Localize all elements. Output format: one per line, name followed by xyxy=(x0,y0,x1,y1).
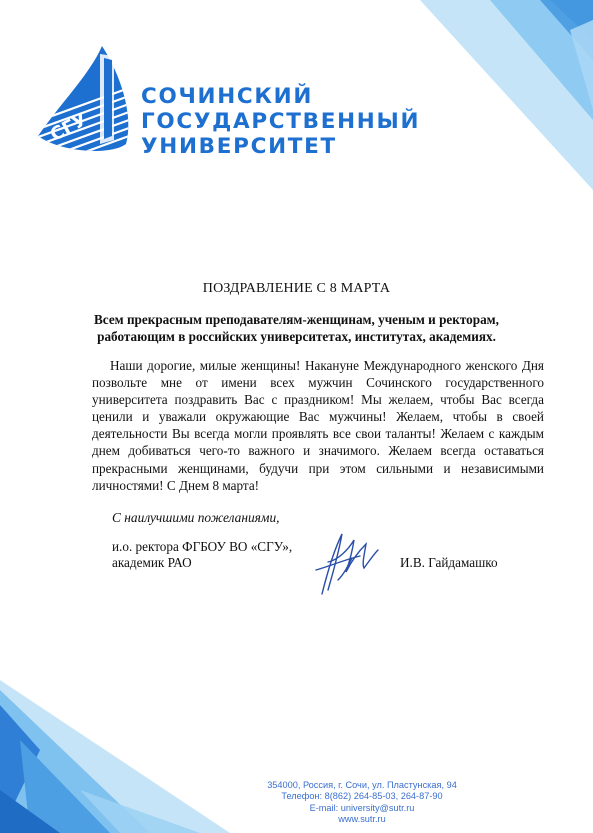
signer-name: И.В. Гайдамашко xyxy=(400,555,498,570)
closing-phrase: С наилучшими пожеланиями, xyxy=(112,510,280,525)
footer-phone: Телефон: 8(862) 264-85-03, 264-87-90 xyxy=(281,791,443,802)
logo-mark-text: СГУ xyxy=(46,109,91,146)
letter-subtitle: Всем прекрасным преподавателям-женщинам, ученым и ректорам, работающим в российских университетах, институтах, академиях. xyxy=(94,312,499,344)
sail-logo-icon xyxy=(30,44,140,164)
university-name xyxy=(141,84,420,159)
university-name-line-3: УНИВЕРСИТЕТ xyxy=(141,134,337,159)
footer-address: 354000, Россия, г. Сочи, ул. Пластунская, 94 xyxy=(267,780,457,790)
footer-email[interactable]: E-mail: university@sutr.ru xyxy=(309,802,415,813)
signatory-block xyxy=(112,539,292,571)
letter-title: ПОЗДРАВЛЕНИЕ С 8 МАРТА xyxy=(202,281,391,296)
handwritten-signature xyxy=(308,520,388,600)
top-right-decoration xyxy=(420,0,593,190)
footer-contacts xyxy=(230,780,494,826)
university-name-line-2: ГОСУДАРСТВЕННЫЙ xyxy=(141,109,421,134)
signatory-position-2: академик РАО xyxy=(112,555,192,570)
signatory-position-1: и.о. ректора ФГБОУ ВО «СГУ», xyxy=(112,539,293,554)
university-name-line-1: СОЧИНСКИЙ xyxy=(141,84,314,109)
letter-body: Наши дорогие, милые женщины! Накануне Международного женского Дня позвольте мне от имени всех мужчин Сочинского государственного университета поздравить Вас с праздником! Мы желаем, чтобы Вас всегда ценили и уважали окружающие Вас мужчины! Желаем, чтобы в своей деятельности Вы всегда могли проявлять все свои таланты! Желаем с каждым днем добиваться чего-то важного и значимого. Желаем всегда оставаться прекрасными женщинами, будучи при этом сильными и независимыми личностями! С Днем 8 марта! xyxy=(92,358,544,493)
university-logo xyxy=(30,44,430,164)
footer-website[interactable]: www.sutr.ru xyxy=(338,814,386,825)
bottom-left-decoration xyxy=(0,680,230,833)
